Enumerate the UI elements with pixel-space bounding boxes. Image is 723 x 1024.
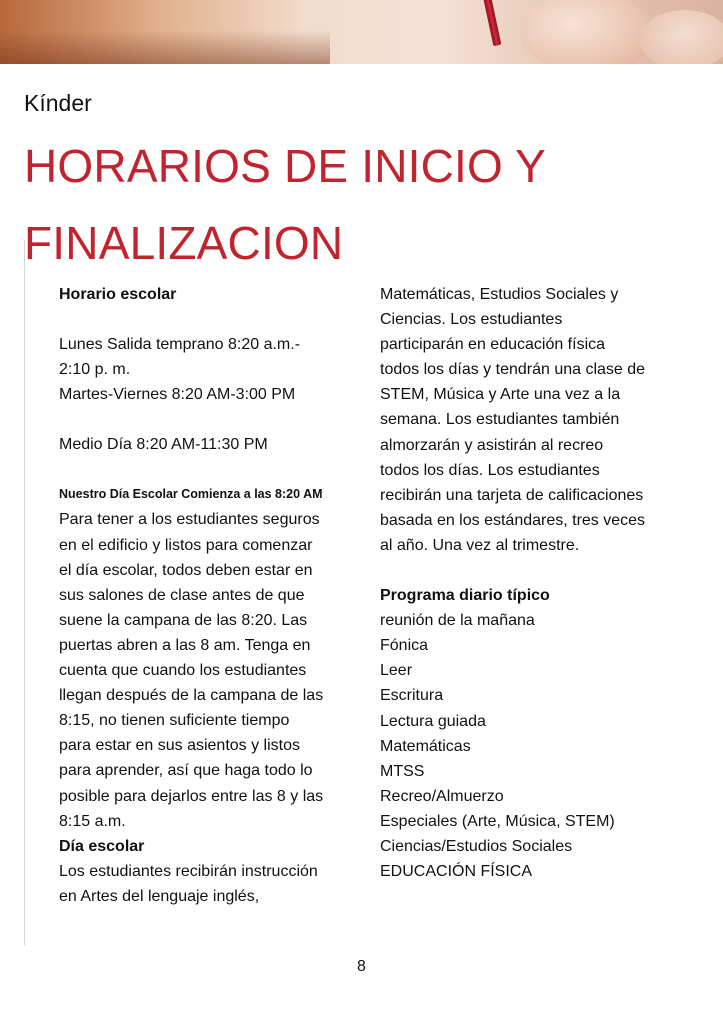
school-day-heading: Día escolar <box>59 837 145 855</box>
banner-hand-second <box>640 10 723 64</box>
school-day-paragraph-continued <box>380 282 680 558</box>
paragraph-line: todos los días. Los estudiantes <box>380 461 600 479</box>
monday-schedule-line-2: 2:10 p. m. <box>59 361 131 379</box>
paragraph-line: todos los días y tendrán una clase de <box>380 361 646 379</box>
paragraph-line: STEM, Música y Arte una vez a la <box>380 386 621 404</box>
page-title-line-1: HORARIOS DE INICIO Y <box>24 140 547 192</box>
list-item: Lectura guiada <box>380 712 486 730</box>
paragraph-line: para aprender, así que haga todo lo <box>59 762 313 780</box>
paragraph-line: suene la campana de las 8:20. Las <box>59 611 308 629</box>
list-item: Fónica <box>380 637 429 655</box>
paragraph-line: 8:15, no tienen suficiente tiempo <box>59 712 290 730</box>
paragraph-line: puertas abren a las 8 am. Tenga en <box>59 636 311 654</box>
schedule-heading: Horario escolar <box>59 286 177 303</box>
list-item: MTSS <box>380 762 425 780</box>
list-item: Especiales (Arte, Música, STEM) <box>380 812 615 830</box>
left-margin-line <box>24 240 25 945</box>
paragraph-line: al año. Una vez al trimestre. <box>380 536 580 554</box>
banner-desk-shadow <box>0 30 330 64</box>
list-item: Leer <box>380 662 413 680</box>
list-item: reunión de la mañana <box>380 612 535 630</box>
banner-hand <box>520 0 650 64</box>
header-banner-image <box>0 0 723 64</box>
paragraph-line: Ciencias. Los estudiantes <box>380 311 563 329</box>
tue-fri-schedule: Martes-Viernes 8:20 AM-3:00 PM <box>59 386 296 404</box>
paragraph-line: posible para dejarlos entre las 8 y las <box>59 787 324 805</box>
pencil-icon <box>483 0 502 46</box>
monday-schedule-line-1: Lunes Salida temprano 8:20 a.m.- <box>59 336 301 354</box>
paragraph-line: en el edificio y listos para comenzar <box>59 536 313 554</box>
list-item: Ciencias/Estudios Sociales <box>380 837 573 855</box>
list-item: EDUCACIÓN FÍSICA <box>380 863 533 881</box>
paragraph-line: Para tener a los estudiantes seguros <box>59 511 320 529</box>
paragraph-line: el día escolar, todos deben estar en <box>59 561 313 579</box>
page-number: 8 <box>357 958 366 975</box>
paragraph-line: Matemáticas, Estudios Sociales y <box>380 286 619 303</box>
page-title-line-2: FINALIZACION <box>24 217 344 269</box>
start-heading: Nuestro Día Escolar Comienza a las 8:20 AM <box>59 487 323 502</box>
program-list <box>380 608 680 884</box>
half-day-schedule: Medio Día 8:20 AM-11:30 PM <box>59 436 268 454</box>
start-paragraph <box>59 507 349 833</box>
paragraph-line: recibirán una tarjeta de calificaciones <box>380 486 644 504</box>
grade-label: Kínder <box>24 90 92 116</box>
paragraph-line: almorzarán y asistirán al recreo <box>380 436 604 454</box>
paragraph-line: cuenta que cuando los estudiantes <box>59 662 307 680</box>
program-heading: Programa diario típico <box>380 587 550 605</box>
page-title <box>24 128 704 282</box>
paragraph-line: participarán en educación física <box>380 336 606 354</box>
paragraph-line: en Artes del lenguaje inglés, <box>59 887 260 905</box>
list-item: Recreo/Almuerzo <box>380 787 504 805</box>
list-item: Matemáticas <box>380 737 471 755</box>
paragraph-line: para estar en sus asientos y listos <box>59 737 301 755</box>
paragraph-line: Los estudiantes recibirán instrucción <box>59 862 318 880</box>
left-column <box>59 282 349 909</box>
paragraph-line: semana. Los estudiantes también <box>380 411 620 429</box>
right-column <box>380 282 680 884</box>
paragraph-line: sus salones de clase antes de que <box>59 586 305 604</box>
paragraph-line: llegan después de la campana de las <box>59 687 324 705</box>
paragraph-line: basada en los estándares, tres veces <box>380 511 646 529</box>
school-day-paragraph <box>59 859 349 909</box>
paragraph-line: 8:15 a.m. <box>59 812 126 830</box>
list-item: Escritura <box>380 687 444 705</box>
